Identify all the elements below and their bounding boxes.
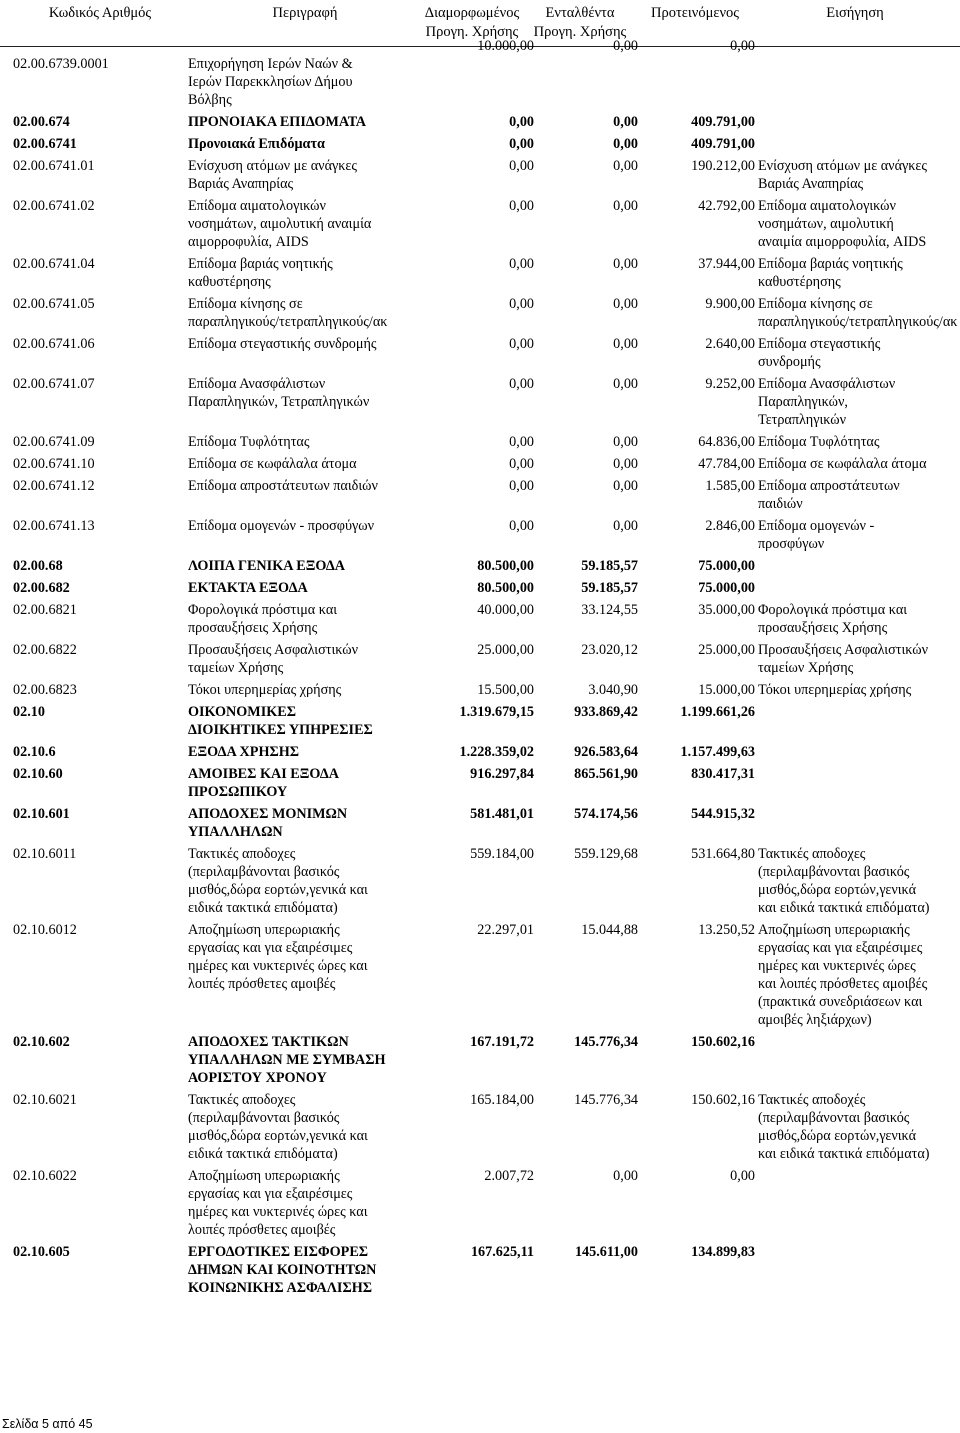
row-formatted-budget: 0,00 bbox=[509, 518, 534, 534]
row-code: 02.10.6022 bbox=[13, 1168, 77, 1184]
row-formatted-budget: 0,00 bbox=[509, 198, 534, 214]
row-proposed: 13.250,52 bbox=[698, 922, 755, 938]
row-committed-budget: 59.185,57 bbox=[581, 580, 638, 596]
row-proposed: 1.585,00 bbox=[705, 478, 755, 494]
row-committed-budget: 559.129,68 bbox=[574, 846, 638, 862]
table-row bbox=[0, 601, 960, 641]
table-row bbox=[0, 805, 960, 845]
table-row bbox=[0, 113, 960, 135]
row-formatted-budget: 1.319.679,15 bbox=[459, 704, 534, 720]
row-committed-budget: 574.174,56 bbox=[574, 806, 638, 822]
row-description: Επίδομα αιματολογικών νοσημάτων, αιμολυτική αναιμία αιμορροφυλία, AIDS bbox=[188, 198, 372, 250]
row-description: Προσαυξήσεις Ασφαλιστικών ταμείων Χρήσης bbox=[188, 642, 359, 676]
row-formatted-budget: 10.000,00 bbox=[477, 38, 534, 54]
row-description: ΑΜΟΙΒΕΣ ΚΑΙ ΕΞΟΔΑ ΠΡΟΣΩΠΙΚΟΥ bbox=[188, 766, 340, 800]
budget-table-body bbox=[0, 38, 960, 1301]
row-committed-budget: 23.020,12 bbox=[581, 642, 638, 658]
row-committed-budget: 145.611,00 bbox=[574, 1244, 638, 1260]
row-code: 02.00.674 bbox=[13, 114, 70, 130]
row-description: ΛΟΙΠΑ ΓΕΝΙΚΑ ΕΞΟΔΑ bbox=[188, 558, 346, 574]
row-code: 02.10.6021 bbox=[13, 1092, 77, 1108]
row-formatted-budget: 0,00 bbox=[509, 456, 534, 472]
row-committed-budget: 0,00 bbox=[613, 518, 638, 534]
row-committed-budget: 865.561,90 bbox=[574, 766, 638, 782]
row-code: 02.00.6821 bbox=[13, 602, 77, 618]
table-row bbox=[0, 921, 960, 1033]
row-proposed: 1.199.661,26 bbox=[680, 704, 755, 720]
row-formatted-budget: 1.228.359,02 bbox=[459, 744, 534, 760]
row-code: 02.10.601 bbox=[13, 806, 70, 822]
row-description: Προνοιακά Επιδόματα bbox=[188, 136, 325, 152]
row-formatted-budget: 0,00 bbox=[509, 158, 534, 174]
page-footer: Σελίδα 5 από 45 bbox=[2, 1417, 93, 1431]
row-income: Τακτικές αποδοχές (περιλαμβάνονται βασικός μισθός,δώρα εορτών,γενικά και ειδικά τακτικά επιδόματα) bbox=[758, 1092, 930, 1162]
row-code: 02.00.6741.10 bbox=[13, 456, 95, 472]
row-committed-budget: 0,00 bbox=[613, 136, 638, 152]
header-formatted-budget: Διαμορφωμένος Προγη. Χρήσης bbox=[424, 5, 520, 40]
row-proposed: 409.791,00 bbox=[691, 136, 755, 152]
row-code: 02.00.6741.01 bbox=[13, 158, 95, 174]
header-code: Κωδικός Αριθμός bbox=[48, 5, 152, 21]
row-code: 02.00.6822 bbox=[13, 642, 77, 658]
row-proposed: 830.417,31 bbox=[691, 766, 755, 782]
table-row bbox=[0, 157, 960, 197]
row-income: Επίδομα Ανασφάλιστων Παραπληγικών, Τετραπληγικών bbox=[758, 376, 896, 428]
table-row bbox=[0, 135, 960, 157]
header-income: Εισήγηση bbox=[826, 5, 884, 21]
row-proposed: 2.846,00 bbox=[705, 518, 755, 534]
row-description: ΑΠΟΔΟΧΕΣ ΜΟΝΙΜΩΝ ΥΠΑΛΛΗΛΩΝ bbox=[188, 806, 348, 840]
row-code: 02.10.605 bbox=[13, 1244, 70, 1260]
table-row bbox=[0, 765, 960, 805]
table-row bbox=[0, 375, 960, 433]
row-committed-budget: 0,00 bbox=[613, 478, 638, 494]
row-code: 02.10 bbox=[13, 704, 45, 720]
row-proposed: 75.000,00 bbox=[698, 580, 755, 596]
row-proposed: 150.602,16 bbox=[691, 1034, 755, 1050]
row-proposed: 35.000,00 bbox=[698, 602, 755, 618]
table-row bbox=[0, 38, 960, 113]
row-code: 02.00.6741.09 bbox=[13, 434, 95, 450]
table-row bbox=[0, 743, 960, 765]
row-description: Επίδομα σε κωφάλαλα άτομα bbox=[188, 456, 357, 472]
row-description: Επιχορήγηση Ιερών Ναών & Ιερών Παρεκκλησίων Δήμου Βόλβης bbox=[188, 56, 353, 108]
row-committed-budget: 0,00 bbox=[613, 296, 638, 312]
row-proposed: 47.784,00 bbox=[698, 456, 755, 472]
row-proposed: 75.000,00 bbox=[698, 558, 755, 574]
row-description: Επίδομα στεγαστικής συνδρομής bbox=[188, 336, 377, 352]
table-row bbox=[0, 845, 960, 921]
row-code: 02.00.6741 bbox=[13, 136, 77, 152]
row-income: Επίδομα στεγαστικής συνδρομής bbox=[758, 336, 881, 370]
table-row bbox=[0, 1167, 960, 1243]
row-formatted-budget: 0,00 bbox=[509, 114, 534, 130]
row-committed-budget: 33.124,55 bbox=[581, 602, 638, 618]
row-code: 02.10.6011 bbox=[13, 846, 77, 862]
row-proposed: 409.791,00 bbox=[691, 114, 755, 130]
row-formatted-budget: 581.481,01 bbox=[470, 806, 534, 822]
row-formatted-budget: 167.625,11 bbox=[470, 1244, 534, 1260]
row-income: Επίδομα Τυφλότητας bbox=[758, 434, 880, 450]
row-description: ΕΚΤΑΚΤΑ ΕΞΟΔΑ bbox=[188, 580, 308, 596]
row-description: Τόκοι υπερημερίας χρήσης bbox=[188, 682, 342, 698]
row-proposed: 0,00 bbox=[730, 1168, 755, 1184]
header-proposed: Προτεινόμενος bbox=[651, 5, 739, 21]
row-income: Φορολογικά πρόστιμα και προσαυξήσεις Χρήσης bbox=[758, 602, 908, 636]
row-formatted-budget: 15.500,00 bbox=[477, 682, 534, 698]
row-proposed: 25.000,00 bbox=[698, 642, 755, 658]
table-row bbox=[0, 1033, 960, 1091]
row-income: Τακτικές αποδοχες (περιλαμβάνονται βασικός μισθός,δώρα εορτών,γενικά και ειδικά τακτικά επιδόματα) bbox=[758, 846, 930, 916]
table-row bbox=[0, 477, 960, 517]
row-description: Ενίσχυση ατόμων με ανάγκες Βαριάς Αναπηρίας bbox=[188, 158, 358, 192]
row-committed-budget: 933.869,42 bbox=[574, 704, 638, 720]
row-formatted-budget: 25.000,00 bbox=[477, 642, 534, 658]
row-description: Αποζημίωση υπερωριακής εργασίας και για εξαιρέσιμες ημέρες και νυκτερινές ώρες και λοιπές πρόσθετες αμοιβές bbox=[188, 922, 368, 992]
row-code: 02.00.68 bbox=[13, 558, 63, 574]
table-row bbox=[0, 1243, 960, 1301]
row-description: Τακτικές αποδοχες (περιλαμβάνονται βασικός μισθός,δώρα εορτών,γενικά και ειδικά τακτικά επιδόματα) bbox=[188, 846, 368, 916]
row-formatted-budget: 0,00 bbox=[509, 296, 534, 312]
row-committed-budget: 145.776,34 bbox=[574, 1034, 638, 1050]
row-formatted-budget: 0,00 bbox=[509, 136, 534, 152]
row-formatted-budget: 916.297,84 bbox=[470, 766, 534, 782]
row-description: ΠΡΟΝΟΙΑΚΑ ΕΠΙΔΟΜΑΤΑ bbox=[188, 114, 367, 130]
row-code: 02.00.682 bbox=[13, 580, 70, 596]
row-committed-budget: 0,00 bbox=[613, 1168, 638, 1184]
table-row bbox=[0, 455, 960, 477]
row-description: ΕΡΓΟΔΟΤΙΚΕΣ ΕΙΣΦΟΡΕΣ ΔΗΜΩΝ ΚΑΙ ΚΟΙΝΟΤΗΤΩΝ ΚΟΙΝΩΝΙΚΗΣ ΑΣΦΑΛΙΣΗΣ bbox=[188, 1244, 377, 1296]
row-formatted-budget: 0,00 bbox=[509, 256, 534, 272]
row-code: 02.00.6739.0001 bbox=[13, 56, 109, 72]
row-proposed: 2.640,00 bbox=[705, 336, 755, 352]
row-committed-budget: 145.776,34 bbox=[574, 1092, 638, 1108]
row-formatted-budget: 0,00 bbox=[509, 478, 534, 494]
row-proposed: 15.000,00 bbox=[698, 682, 755, 698]
row-formatted-budget: 40.000,00 bbox=[477, 602, 534, 618]
table-row bbox=[0, 557, 960, 579]
row-formatted-budget: 0,00 bbox=[509, 434, 534, 450]
row-code: 02.00.6741.12 bbox=[13, 478, 95, 494]
row-description: Επίδομα βαριάς νοητικής καθυστέρησης bbox=[188, 256, 333, 290]
table-row bbox=[0, 197, 960, 255]
row-description: Φορολογικά πρόστιμα και προσαυξήσεις Χρήσης bbox=[188, 602, 338, 636]
row-committed-budget: 0,00 bbox=[613, 336, 638, 352]
table-row bbox=[0, 295, 960, 335]
row-committed-budget: 0,00 bbox=[613, 434, 638, 450]
row-description: Επίδομα Ανασφάλιστων Παραπληγικών, Τετραπληγικών bbox=[188, 376, 370, 410]
row-income: Επίδομα αιματολογικών νοσημάτων, αιμολυτική αναιμία αιμορροφυλία, AIDS bbox=[758, 198, 927, 250]
row-formatted-budget: 22.297,01 bbox=[477, 922, 534, 938]
row-income: Αποζημίωση υπερωριακής εργασίας και για εξαιρέσιμες ημέρες και νυκτερινές ώρες και λοιπές πρόσθετες αμοιβές (πρακτικά συνεδριάσεων και αμοιβές ληξιάρχων) bbox=[758, 922, 928, 1028]
row-committed-budget: 0,00 bbox=[613, 456, 638, 472]
row-proposed: 531.664,80 bbox=[691, 846, 755, 862]
row-committed-budget: 59.185,57 bbox=[581, 558, 638, 574]
table-row bbox=[0, 335, 960, 375]
table-row bbox=[0, 255, 960, 295]
row-description: Επίδομα κίνησης σε παραπληγικούς/τετραπληγικούς/ακ bbox=[188, 296, 388, 330]
row-proposed: 9.252,00 bbox=[705, 376, 755, 392]
row-formatted-budget: 80.500,00 bbox=[477, 558, 534, 574]
row-code: 02.00.6741.07 bbox=[13, 376, 95, 392]
table-row bbox=[0, 681, 960, 703]
row-code: 02.10.6012 bbox=[13, 922, 77, 938]
row-formatted-budget: 80.500,00 bbox=[477, 580, 534, 596]
table-row bbox=[0, 1091, 960, 1167]
table-row bbox=[0, 641, 960, 681]
row-formatted-budget: 167.191,72 bbox=[470, 1034, 534, 1050]
row-income: Επίδομα σε κωφάλαλα άτομα bbox=[758, 456, 927, 472]
header-committed-budget: Ενταλθέντα Προγη. Χρήσης bbox=[533, 5, 627, 40]
header-description: Περιγραφή bbox=[272, 5, 338, 21]
table-row bbox=[0, 433, 960, 455]
row-proposed: 37.944,00 bbox=[698, 256, 755, 272]
row-income: Επίδομα απροστάτευτων παιδιών bbox=[758, 478, 900, 512]
row-description: Αποζημίωση υπερωριακής εργασίας και για εξαιρέσιμες ημέρες και νυκτερινές ώρες και λοιπές πρόσθετες αμοιβές bbox=[188, 1168, 368, 1238]
row-income: Επίδομα βαριάς νοητικής καθυστέρησης bbox=[758, 256, 903, 290]
row-committed-budget: 926.583,64 bbox=[574, 744, 638, 760]
row-description: Επίδομα ομογενών - προσφύγων bbox=[188, 518, 374, 534]
row-income: Προσαυξήσεις Ασφαλιστικών ταμείων Χρήσης bbox=[758, 642, 929, 676]
table-row bbox=[0, 517, 960, 557]
row-income: Επίδομα ομογενών - προσφύγων bbox=[758, 518, 875, 552]
row-formatted-budget: 0,00 bbox=[509, 376, 534, 392]
row-committed-budget: 3.040,90 bbox=[588, 682, 638, 698]
row-formatted-budget: 2.007,72 bbox=[484, 1168, 534, 1184]
row-income: Τόκοι υπερημερίας χρήσης bbox=[758, 682, 912, 698]
row-proposed: 150.602,16 bbox=[691, 1092, 755, 1108]
row-proposed: 42.792,00 bbox=[698, 198, 755, 214]
row-code: 02.00.6741.05 bbox=[13, 296, 95, 312]
row-committed-budget: 0,00 bbox=[613, 198, 638, 214]
row-proposed: 1.157.499,63 bbox=[680, 744, 755, 760]
row-description: Επίδομα απροστάτευτων παιδιών bbox=[188, 478, 378, 494]
row-description: Επίδομα Τυφλότητας bbox=[188, 434, 310, 450]
table-row bbox=[0, 703, 960, 743]
row-code: 02.10.6 bbox=[13, 744, 56, 760]
row-income: Ενίσχυση ατόμων με ανάγκες Βαριάς Αναπηρίας bbox=[758, 158, 928, 192]
row-committed-budget: 0,00 bbox=[613, 114, 638, 130]
row-proposed: 544.915,32 bbox=[691, 806, 755, 822]
row-description: ΑΠΟΔΟΧΕΣ ΤΑΚΤΙΚΩΝ ΥΠΑΛΛΗΛΩΝ ΜΕ ΣΥΜΒΑΣΗ ΑΟΡΙΣΤΟΥ ΧΡΟΝΟΥ bbox=[188, 1034, 386, 1086]
row-formatted-budget: 165.184,00 bbox=[470, 1092, 534, 1108]
row-committed-budget: 0,00 bbox=[613, 256, 638, 272]
row-description: Τακτικές αποδοχες (περιλαμβάνονται βασικός μισθός,δώρα εορτών,γενικά και ειδικά τακτικά επιδόματα) bbox=[188, 1092, 368, 1162]
row-description: ΕΞΟΔΑ ΧΡΗΣΗΣ bbox=[188, 744, 300, 760]
row-committed-budget: 0,00 bbox=[613, 158, 638, 174]
row-proposed: 190.212,00 bbox=[691, 158, 755, 174]
row-code: 02.00.6823 bbox=[13, 682, 77, 698]
row-description: ΟΙΚΟΝΟΜΙΚΕΣ ΔΙΟΙΚΗΤΙΚΕΣ ΥΠΗΡΕΣΙΕΣ bbox=[188, 704, 373, 738]
row-committed-budget: 0,00 bbox=[613, 38, 638, 54]
row-proposed: 9.900,00 bbox=[705, 296, 755, 312]
table-row bbox=[0, 579, 960, 601]
row-code: 02.00.6741.04 bbox=[13, 256, 95, 272]
row-committed-budget: 0,00 bbox=[613, 376, 638, 392]
row-proposed: 64.836,00 bbox=[698, 434, 755, 450]
row-code: 02.00.6741.06 bbox=[13, 336, 95, 352]
row-code: 02.00.6741.02 bbox=[13, 198, 95, 214]
row-code: 02.10.60 bbox=[13, 766, 63, 782]
row-proposed: 0,00 bbox=[730, 38, 755, 54]
row-committed-budget: 15.044,88 bbox=[581, 922, 638, 938]
row-formatted-budget: 559.184,00 bbox=[470, 846, 534, 862]
row-proposed: 134.899,83 bbox=[691, 1244, 755, 1260]
row-formatted-budget: 0,00 bbox=[509, 336, 534, 352]
row-code: 02.10.602 bbox=[13, 1034, 70, 1050]
row-income: Επίδομα κίνησης σε παραπληγικούς/τετραπληγικούς/ακ bbox=[758, 296, 958, 330]
row-code: 02.00.6741.13 bbox=[13, 518, 95, 534]
